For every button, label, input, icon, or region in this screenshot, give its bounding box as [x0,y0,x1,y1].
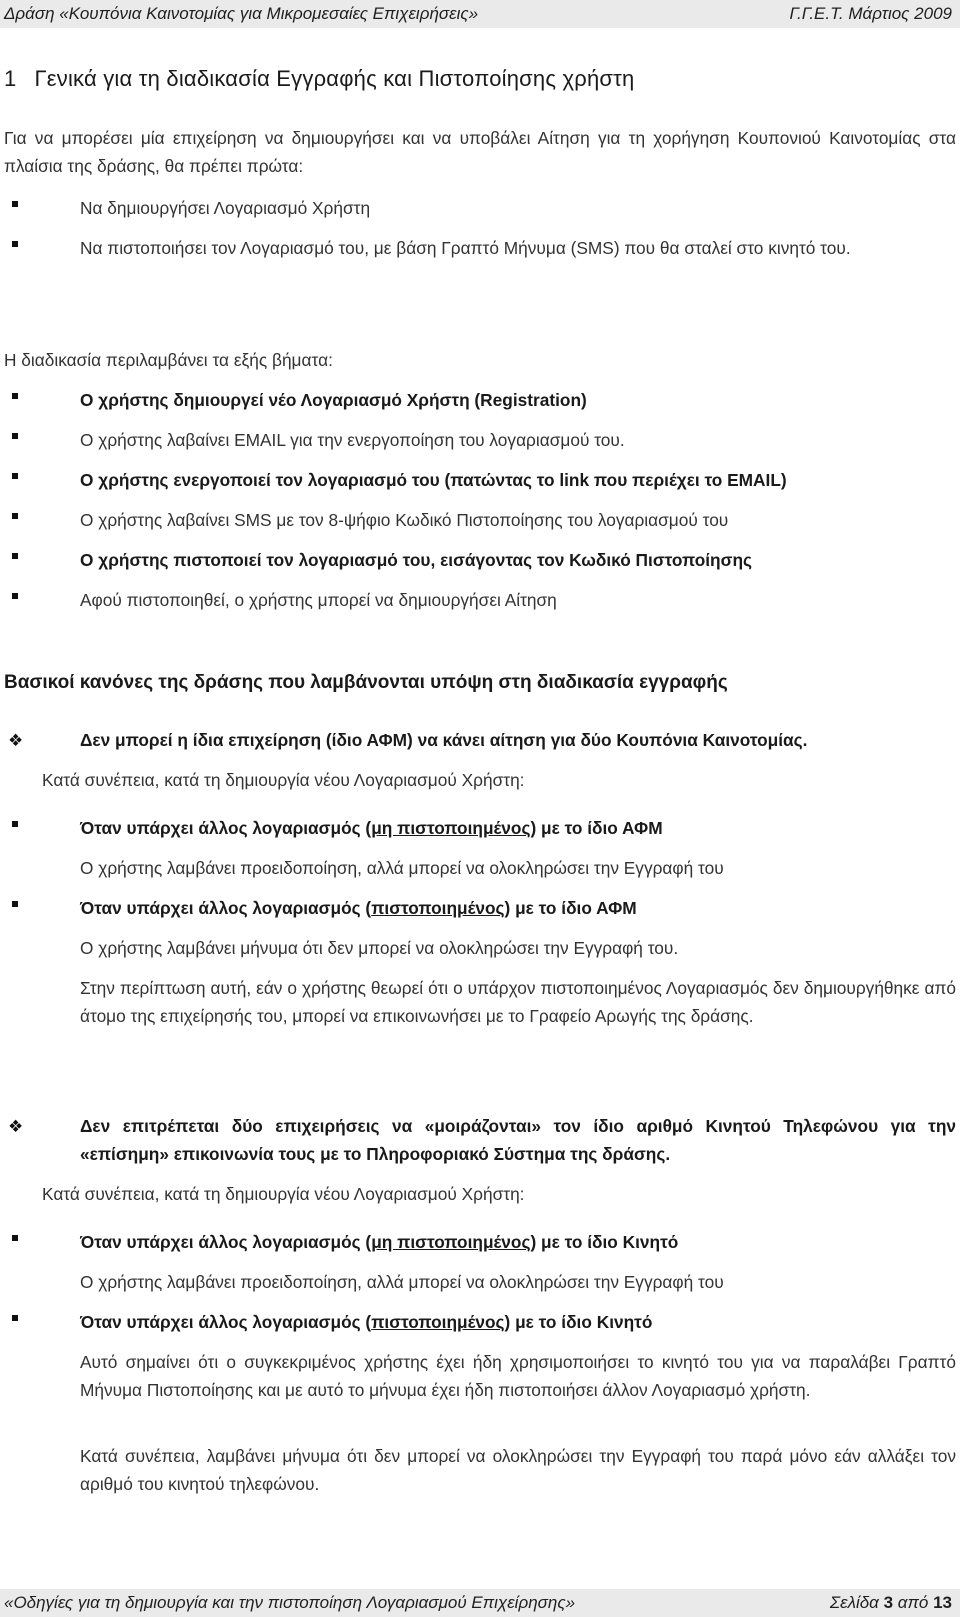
step-item: Ο χρήστης λαβαίνει SMS με τον 8-ψήφιο Κωδικό Πιστοποίησης του λογαριασμού του [80,510,729,530]
bullet-square-icon [12,201,18,207]
diamond-bullet-icon: ❖ [8,731,24,750]
case-underlined: πιστοποιημένος [371,898,505,918]
case-text: Όταν υπάρχει άλλος λογαριασμός ( [80,1312,372,1332]
rule1-case1 [80,814,956,842]
bullet-square-icon [12,241,18,247]
rule2-case1 [80,1228,956,1256]
step-item: Αφού πιστοποιηθεί, ο χρήστης μπορεί να δημιουργήσει Αίτηση [80,590,557,610]
header-right-text: Γ.Γ.Ε.Τ. Μάρτιος 2009 [789,4,952,23]
case-underlined: μη πιστοποιημένος [371,1232,531,1252]
case-underlined: μη πιστοποιημένος [371,818,531,838]
page-current: 3 [883,1593,894,1612]
rule2-case1-result: Ο χρήστης λαμβάνει προειδοποίηση, αλλά μπορεί να ολοκληρώσει την Εγγραφή του [80,1272,724,1292]
rule2-case2-note: Κατά συνέπεια, λαμβάνει μήνυμα ότι δεν μπορεί να ολοκληρώσει την Εγγραφή του παρά μόνο εάν αλλάξει τον αριθμό του κινητού τηλεφώνου. [80,1446,956,1494]
bullet-square-icon [12,1315,18,1321]
page-number [830,1593,952,1613]
case-text: ) με το ίδιο Κινητό [530,1232,679,1252]
rule1-consequence: Κατά συνέπεια, κατά τη δημιουργία νέου Λογαριασμού Χρήστη: [42,770,525,790]
case-underlined: πιστοποιημένος [371,1312,505,1332]
case-text: ) με το ίδιο ΑΦΜ [530,818,663,838]
bullet-square-icon [12,901,18,907]
rule1-case2 [80,894,956,922]
case-text: ) με το ίδιο Κινητό [504,1312,653,1332]
footer-left-text: «Οδηγίες για τη δημιουργία και την πιστοποίηση Λογαριασμού Επιχείρησης» [4,1593,576,1612]
step-item: Ο χρήστης λαβαίνει EMAIL για την ενεργοποίηση του λογαριασμού του. [80,430,625,450]
case-text: Όταν υπάρχει άλλος λογαριασμός ( [80,898,372,918]
rule1-case2-result: Ο χρήστης λαμβάνει μήνυμα ότι δεν μπορεί να ολοκληρώσει την Εγγραφή του. [80,938,679,958]
rule2-case2 [80,1308,956,1336]
rule1-case1-result: Ο χρήστης λαμβάνει προειδοποίηση, αλλά μπορεί να ολοκληρώσει την Εγγραφή του [80,858,724,878]
step-item: Ο χρήστης δημιουργεί νέο Λογαριασμό Χρήστη (Registration) [80,390,587,410]
case-text: ) με το ίδιο ΑΦΜ [504,898,637,918]
page-footer [0,1589,960,1617]
section-number: 1 [4,66,17,91]
step-item: Ο χρήστης ενεργοποιεί τον λογαριασμό του (πατώντας το link που περιέχει το EMAIL) [80,470,787,490]
bullet-square-icon [12,553,18,559]
rule2-title: Δεν επιτρέπεται δύο επιχειρήσεις να «μοιράζονται» τον ίδιο αριθμό Κινητού Τηλεφώνου για την «επίσημη» επικοινωνία τους με το Πληροφοριακό Σύστημα της δράσης. [80,1116,956,1164]
bullet-square-icon [12,593,18,599]
page-word: Σελίδα [829,1593,879,1612]
intro-paragraph: Για να μπορέσει μία επιχείρηση να δημιουργήσει και να υποβάλει Αίτηση για τη χορήγηση Κουπονιού Καινοτομίας στα πλαίσια της δράσης, θα πρέπει πρώτα: [4,128,956,176]
rules-heading: Βασικοί κανόνες της δράσης που λαμβάνονται υπόψη στη διαδικασία εγγραφής [4,672,728,693]
case-text: Όταν υπάρχει άλλος λογαριασμός ( [80,1232,372,1252]
bullet-square-icon [12,1235,18,1241]
bullet-square-icon [12,393,18,399]
requirement-item: Να δημιουργήσει Λογαριασμό Χρήστη [80,198,371,218]
diamond-bullet-icon: ❖ [8,1117,24,1136]
header-left-text: Δράση «Κουπόνια Καινοτομίας για Μικρομεσαίες Επιχειρήσεις» [4,4,479,23]
section-title-text: Γενικά για τη διαδικασία Εγγραφής και Πιστοποίησης χρήστη [34,66,635,91]
case-text: Όταν υπάρχει άλλος λογαριασμός ( [80,818,372,838]
bullet-square-icon [12,473,18,479]
rule1-title: Δεν μπορεί η ίδια επιχείρηση (ίδιο ΑΦΜ) να κάνει αίτηση για δύο Κουπόνια Καινοτομίας. [80,730,808,750]
rule2-consequence: Κατά συνέπεια, κατά τη δημιουργία νέου Λογαριασμού Χρήστη: [42,1184,525,1204]
step-item: Ο χρήστης πιστοποιεί τον λογαριασμό του, εισάγοντας τον Κωδικό Πιστοποίησης [80,550,752,570]
bullet-square-icon [12,513,18,519]
rule2-case2-result: Αυτό σημαίνει ότι ο συγκεκριμένος χρήστης έχει ήδη χρησιμοποιήσει το κινητό του για να παραλάβει Γραπτό Μήνυμα Πιστοποίησης και με αυτό το μήνυμα έχει ήδη πιστοποιήσει άλλον Λογαριασμό χρήστη. [80,1352,956,1400]
page-header [0,0,960,28]
section-title [4,66,635,92]
rule1-case2-note: Στην περίπτωση αυτή, εάν ο χρήστης θεωρεί ότι ο υπάρχον πιστοποιημένος Λογαριασμός δεν δημιουργήθηκε από άτομο της επιχείρησής του, μπορεί να επικοινωνήσει με το Γραφείο Αρωγής της δράσης. [80,978,956,1026]
bullet-square-icon [12,821,18,827]
page-of: από [897,1593,929,1612]
bullet-square-icon [12,433,18,439]
requirement-item: Να πιστοποιήσει τον Λογαριασμό του, με βάση Γραπτό Μήνυμα (SMS) που θα σταλεί στο κινητό του. [80,238,851,258]
page-total: 13 [933,1593,952,1612]
steps-intro: Η διαδικασία περιλαμβάνει τα εξής βήματα: [4,350,333,370]
